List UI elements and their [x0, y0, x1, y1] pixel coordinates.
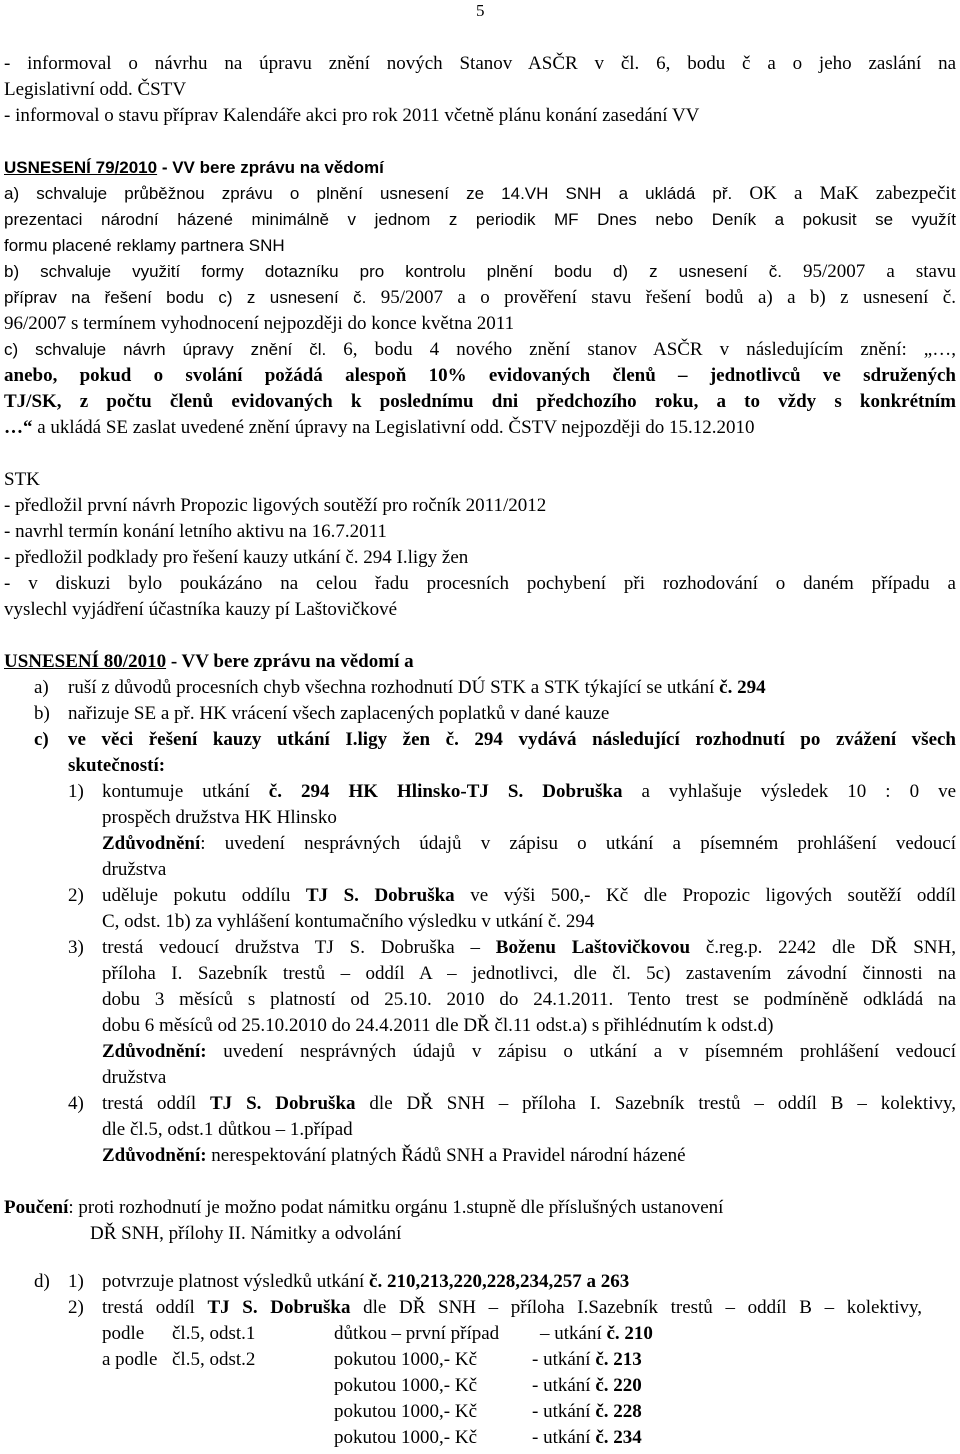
text-line: dobu 3 měsíců s platností od 25.10. 2010 do 24.1.2011. Tento trest se podmíněně odkládá na [102, 989, 956, 1010]
table-cell: pokutou 1000,- Kč [334, 1427, 478, 1448]
text-line: - informoval o návrhu na úpravu znění nových Stanov ASČR v čl. 6, bodu č a o jeho zaslání na [4, 53, 956, 74]
text-line: skutečností: [68, 755, 166, 776]
text-line [4, 1195, 723, 1221]
text-span: č. 220 [595, 1375, 642, 1396]
item-label: 2) [68, 1297, 84, 1318]
table-cell: pokutou 1000,- Kč [334, 1375, 478, 1396]
text-span: - utkání [532, 1375, 596, 1396]
text-span: č.reg.p. 2242 dle DŘ SNH, [690, 937, 956, 958]
text-span: TJ S. Dobruška [305, 885, 455, 906]
text-line [4, 181, 956, 207]
table-cell: podle [102, 1323, 145, 1344]
text-line: anebo, pokud o svolání požádá alespoň 10% evidovaných členů – jednotlivců ve sdružených [4, 365, 956, 386]
table-cell [532, 1399, 642, 1425]
text-span: : proti rozhodnutí je možno podat námitku orgánu 1.stupně dle příslušných ustanovení [68, 1197, 724, 1218]
text-line: - předložil první návrh Propozic ligových soutěží pro ročník 2011/2012 [4, 495, 547, 516]
text-span: - utkání [532, 1349, 596, 1370]
text-span: č. 210 [606, 1323, 653, 1344]
text-line [4, 415, 755, 441]
text-line: C, odst. 1b) za vyhlášení kontumačního výsledku v utkání č. 294 [102, 911, 595, 932]
stk-heading: STK [4, 469, 40, 490]
text-span: - utkání [532, 1427, 596, 1448]
text-line: - informoval o stavu příprav Kalendáře akci pro rok 2011 včetně plánu konání zasedání VV [4, 105, 700, 126]
table-cell: pokutou 1000,- Kč [334, 1349, 478, 1370]
text-span: a) schvaluje průběžnou zprávu o plnění usnesení ze 14.VH SNH a ukládá př. [4, 184, 733, 203]
text-span: ve výši 500,- Kč dle Propozic ligových soutěží oddíl [454, 885, 956, 906]
text-span: trestá vedoucí družstva TJ S. Dobruška – [102, 937, 496, 958]
table-cell: důtkou – první případ [334, 1323, 500, 1344]
text-line [102, 1091, 956, 1117]
text-span: Poučení [4, 1197, 69, 1218]
text-line [102, 1269, 629, 1295]
page-number: 5 [476, 1, 485, 20]
text-line [102, 883, 956, 909]
resolution-79-heading [4, 155, 384, 181]
item-label: d) [34, 1271, 50, 1292]
text-span: Boženu Laštovičkovou [495, 937, 691, 958]
text-span: b) schvaluje využití formy dotazníku pro kontrolu plnění bodu d) z usnesení č. [4, 262, 782, 281]
text-line: Legislativní odd. ČSTV [4, 79, 187, 100]
text-span: 95/2007 a o prověření stavu řešení bodů a) a b) z usnesení č. [366, 287, 956, 308]
text-line: dobu 6 měsíců od 25.10.2010 do 24.4.2011 dle DŘ čl.11 odst.a) s přihlédnutím k odst.d) [102, 1015, 774, 1036]
table-cell [540, 1321, 653, 1347]
text-line [102, 1143, 686, 1169]
text-span: kontumuje utkání [102, 781, 269, 802]
text-line [102, 1039, 956, 1065]
text-line: družstva [102, 859, 167, 880]
text-span: potvrzuje platnost výsledků utkání [102, 1271, 370, 1292]
text-line: dle čl.5, odst.1 důtkou – 1.případ [102, 1119, 353, 1140]
text-span: příprav na řešení bodu c) z usnesení č. [4, 288, 367, 307]
text-span: uvedení nesprávných údajů v zápisu o utkání a v písemném prohlášení vedoucí [206, 1041, 956, 1062]
text-line: družstva [102, 1067, 167, 1088]
text-span: …“ [4, 417, 33, 438]
text-span: č. 294 HK Hlinsko-TJ S. Dobruška [268, 781, 623, 802]
item-label: 1) [68, 781, 84, 802]
text-line [4, 259, 956, 285]
text-line: - v diskuzi bylo poukázáno na celou řadu procesních pochybení při rozhodování o daném případu a [4, 573, 956, 594]
resolution-79-number: USNESENÍ 79/2010 [4, 158, 158, 177]
resolution-79-subject: - VV bere zprávu na vědomí [157, 158, 384, 177]
text-span: ruší z důvodů procesních chyb všechna rozhodnutí DÚ STK a STK týkající se utkání [68, 677, 720, 698]
table-cell: a podle [102, 1349, 158, 1370]
item-label: b) [34, 703, 50, 724]
resolution-80-subject: - VV bere zprávu na vědomí a [166, 651, 414, 672]
text-line: prospěch družstva HK Hlinsko [102, 807, 337, 828]
text-line: 96/2007 s termínem vyhodnocení nejpozději do konce května 2011 [4, 313, 515, 334]
text-span: uděluje pokutu oddílu [102, 885, 306, 906]
item-label: 3) [68, 937, 84, 958]
text-span: č. 210,213,220,228,234,257 a 263 [369, 1271, 630, 1292]
text-line: - předložil podklady pro řešení kauzy utkání č. 294 I.ligy žen [4, 547, 469, 568]
text-span: TJ S. Dobruška [207, 1297, 351, 1318]
text-span: TJ S. Dobruška [210, 1093, 356, 1114]
text-span: dle DŘ SNH – příloha I.Sazebník trestů – oddíl B – kolektivy, [350, 1297, 923, 1318]
table-cell: čl.5, odst.2 [172, 1349, 256, 1370]
text-line [68, 675, 766, 701]
item-label: 2) [68, 885, 84, 906]
text-span: 6, bodu 4 nového znění stanov ASČR v následujícím znění: „…, [326, 339, 956, 360]
text-span: nerespektování platných Řádů SNH a Pravidel národní házené [206, 1145, 686, 1166]
text-span: č. 228 [595, 1401, 642, 1422]
text-line: vyslechl vyjádření účastníka kauzy pí Laštovičkové [4, 599, 398, 620]
resolution-80-number: USNESENÍ 80/2010 [4, 651, 167, 672]
text-span: trestá oddíl [102, 1297, 208, 1318]
item-label: 1) [68, 1271, 84, 1292]
text-span: a ukládá SE zaslat uvedené znění úpravy na Legislativní odd. ČSTV nejpozději do 15.12.2010 [32, 417, 755, 438]
text-span: a vyhlašuje výsledek 10 : 0 ve [622, 781, 957, 802]
text-line: formu placené reklamy partnera SNH [4, 236, 285, 255]
text-span: : uvedení nesprávných údajů v zápisu o utkání a písemném prohlášení vedoucí [200, 833, 956, 854]
text-span: OK a MaK zabezpečit [732, 183, 956, 204]
item-label: c) [34, 729, 49, 750]
text-line: TJ/SK, z počtu členů evidovaných k poslednímu dni předchozího roku, a to vždy s konkrétním [4, 391, 956, 412]
text-line [102, 1295, 922, 1321]
text-line [102, 935, 956, 961]
text-line: nařizuje SE a př. HK vrácení všech zaplacených poplatků v dané kauze [68, 703, 610, 724]
text-span: č. 213 [595, 1349, 642, 1370]
text-line [4, 285, 956, 311]
text-span: - utkání [532, 1401, 596, 1422]
text-span: 95/2007 a stavu [781, 261, 956, 282]
text-line [102, 831, 956, 857]
table-cell [532, 1425, 642, 1451]
text-span: Zdůvodnění [102, 833, 201, 854]
text-line: - navrhl termín konání letního aktivu na 16.7.2011 [4, 521, 387, 542]
text-line [4, 337, 956, 363]
table-cell [532, 1347, 642, 1373]
text-line: prezentaci národní házené minimálně v jednom z periodik MF Dnes nebo Deník a pokusit se využít [4, 210, 956, 229]
resolution-80-heading [4, 649, 414, 675]
text-span: č. 294 [719, 677, 766, 698]
table-cell: čl.5, odst.1 [172, 1323, 256, 1344]
text-line: příloha I. Sazebník trestů – oddíl A – jednotlivci, dle čl. 5c) zastavením závodní činnosti na [102, 963, 956, 984]
text-span: – utkání [540, 1323, 607, 1344]
table-cell [532, 1373, 642, 1399]
text-span: c) schvaluje návrh úpravy znění čl. [4, 340, 327, 359]
item-label: a) [34, 677, 49, 698]
text-line: DŘ SNH, přílohy II. Námitky a odvolání [90, 1223, 402, 1244]
text-line [102, 779, 956, 805]
text-span: č. 234 [595, 1427, 642, 1448]
text-span: dle DŘ SNH – příloha I. Sazebník trestů – oddíl B – kolektivy, [355, 1093, 957, 1114]
table-cell: pokutou 1000,- Kč [334, 1401, 478, 1422]
item-label: 4) [68, 1093, 84, 1114]
text-span: trestá oddíl [102, 1093, 210, 1114]
text-line: ve věci řešení kauzy utkání I.ligy žen č. 294 vydává následující rozhodnutí po zvážení všech [68, 729, 956, 750]
text-span: Zdůvodnění: [102, 1041, 207, 1062]
text-span: Zdůvodnění: [102, 1145, 207, 1166]
